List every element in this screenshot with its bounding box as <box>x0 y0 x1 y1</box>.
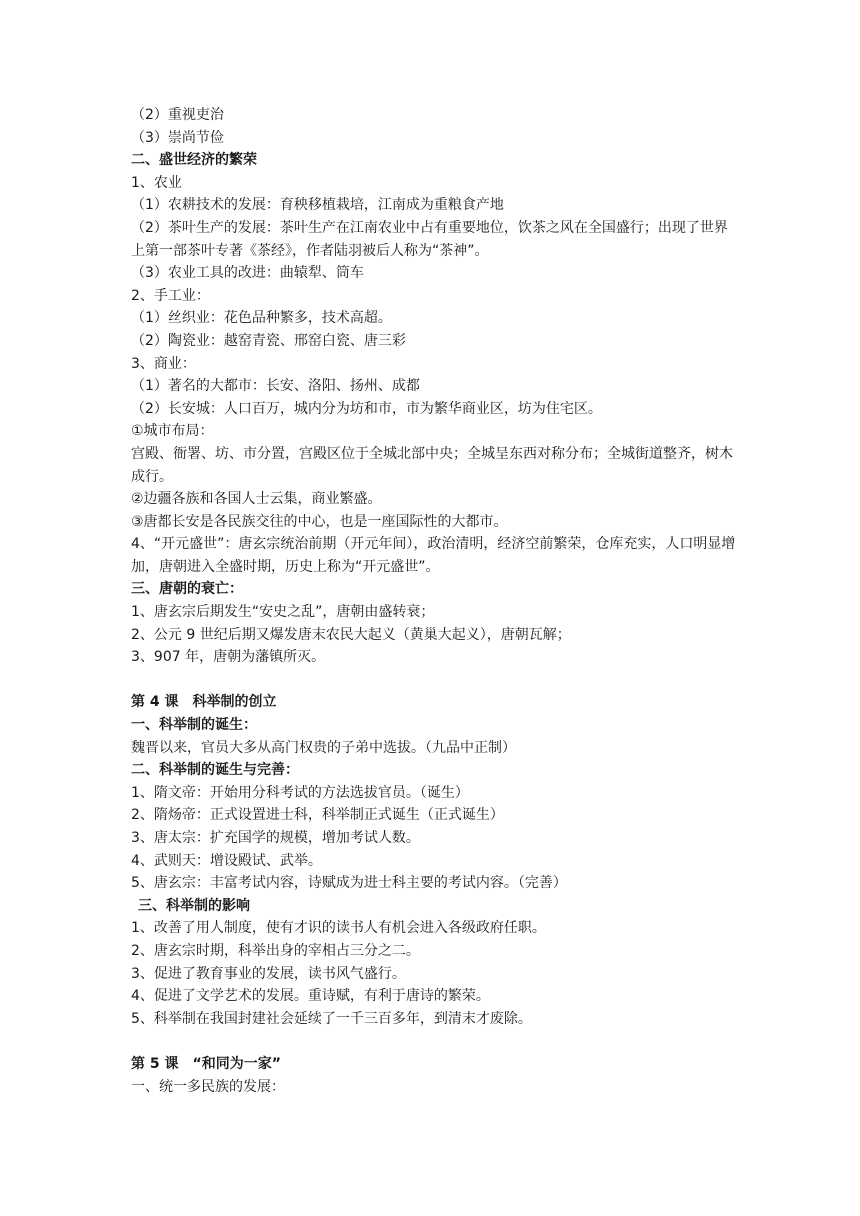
text-line: 魏晋以来，官员大多从高门权贵的子弟中选拔。（九品中正制） <box>131 739 516 756</box>
text-line: 2、手工业： <box>131 287 210 304</box>
section-heading: 三、科举制的影响 <box>138 897 250 914</box>
list-item: 2、隋炀帝：正式设置进士科，科举制正式诞生（正式诞生） <box>131 807 504 824</box>
text-paragraph: 4、“开元盛世”：唐玄宗统治前期（开元年间），政治清明，经济空前繁荣，仓库充实，人口明显增加，唐朝进入全盛时期，历史上称为“开元盛世”。 <box>131 536 736 575</box>
text-line: 1、农业 <box>131 174 182 191</box>
list-item: 3、促进了教育事业的发展，读书风气盛行。 <box>131 965 406 982</box>
section-heading: 一、统一多民族的发展： <box>131 1078 285 1095</box>
text-line: ②边疆各族和各国人士云集，商业繁盛。 <box>131 491 382 508</box>
text-line: （2）重视吏治 <box>131 107 224 123</box>
text-line: 3、907 年，唐朝为藩镇所灭。 <box>131 649 326 666</box>
list-item: 1、隋文帝：开始用分科考试的方法选拔官员。（诞生） <box>131 784 469 801</box>
text-line: （2）长安城：人口百万，城内分为坊和市，市为繁华商业区，坊为住宅区。 <box>131 400 602 417</box>
text-line: （1）农耕技术的发展：育秧移植栽培，江南成为重粮食产地 <box>131 197 504 214</box>
text-line: （1）丝织业：花色品种繁多，技术高超。 <box>131 310 392 327</box>
text-line: ①城市布局： <box>131 423 214 440</box>
blank-line <box>131 1030 737 1053</box>
text-line: 1、唐玄宗后期发生“安史之乱”，唐朝由盛转衰； <box>131 604 435 621</box>
section-heading: 二、科举制的诞生与完善： <box>131 762 299 779</box>
document-page <box>131 104 737 1098</box>
text-line: （3）农业工具的改进：曲辕犁、筒车 <box>131 265 364 282</box>
list-item: 1、改善了用人制度，使有才识的读书人有机会进入各级政府任职。 <box>131 920 546 937</box>
text-line: （2）陶瓷业：越窑青瓷、邢窑白瓷、唐三彩 <box>131 332 406 349</box>
text-line: 3、商业： <box>131 355 196 372</box>
text-line: ③唐都长安是各民族交往的中心，也是一座国际性的大都市。 <box>131 513 508 530</box>
list-item: 3、唐太宗：扩充国学的规模，增加考试人数。 <box>131 830 420 846</box>
section-heading: 二、盛世经济的繁荣 <box>131 152 257 169</box>
section-heading: 一、科举制的诞生： <box>131 717 257 734</box>
blank-line <box>131 669 737 692</box>
list-item: 4、武则天：增设殿试、武举。 <box>131 852 322 869</box>
lesson-title: 第 5 课 “和同为一家” <box>131 1055 281 1072</box>
text-paragraph: （2）茶叶生产的发展：茶叶生产在江南农业中占有重要地位，饮茶之风在全国盛行；出现了世界上第一部茶叶专著《茶经》，作者陆羽被后人称为“茶神”。 <box>131 219 728 259</box>
section-heading: 三、唐朝的衰亡： <box>131 581 243 598</box>
text-paragraph: 宫殿、衙署、坊、市分置，宫殿区位于全城北部中央；全城呈东西对称分布；全城街道整齐，树木成行。 <box>131 445 733 485</box>
list-item: 5、唐玄宗：丰富考试内容，诗赋成为进士科主要的考试内容。（完善） <box>131 875 567 892</box>
list-item: 4、促进了文学艺术的发展。重诗赋，有利于唐诗的繁荣。 <box>131 988 490 1005</box>
list-item: 5、科举制在我国封建社会延续了一千三百多年，到清末才废除。 <box>131 1010 532 1027</box>
text-line: （1）著名的大都市：长安、洛阳、扬州、成都 <box>131 378 420 395</box>
list-item: 2、唐玄宗时期，科举出身的宰相占三分之二。 <box>131 942 420 959</box>
text-line: 2、公元 9 世纪后期又爆发唐末农民大起义（黄巢大起义），唐朝瓦解； <box>131 626 571 643</box>
lesson-title: 第 4 课 科举制的创立 <box>131 694 277 711</box>
text-line: （3）崇尚节俭 <box>131 129 224 146</box>
